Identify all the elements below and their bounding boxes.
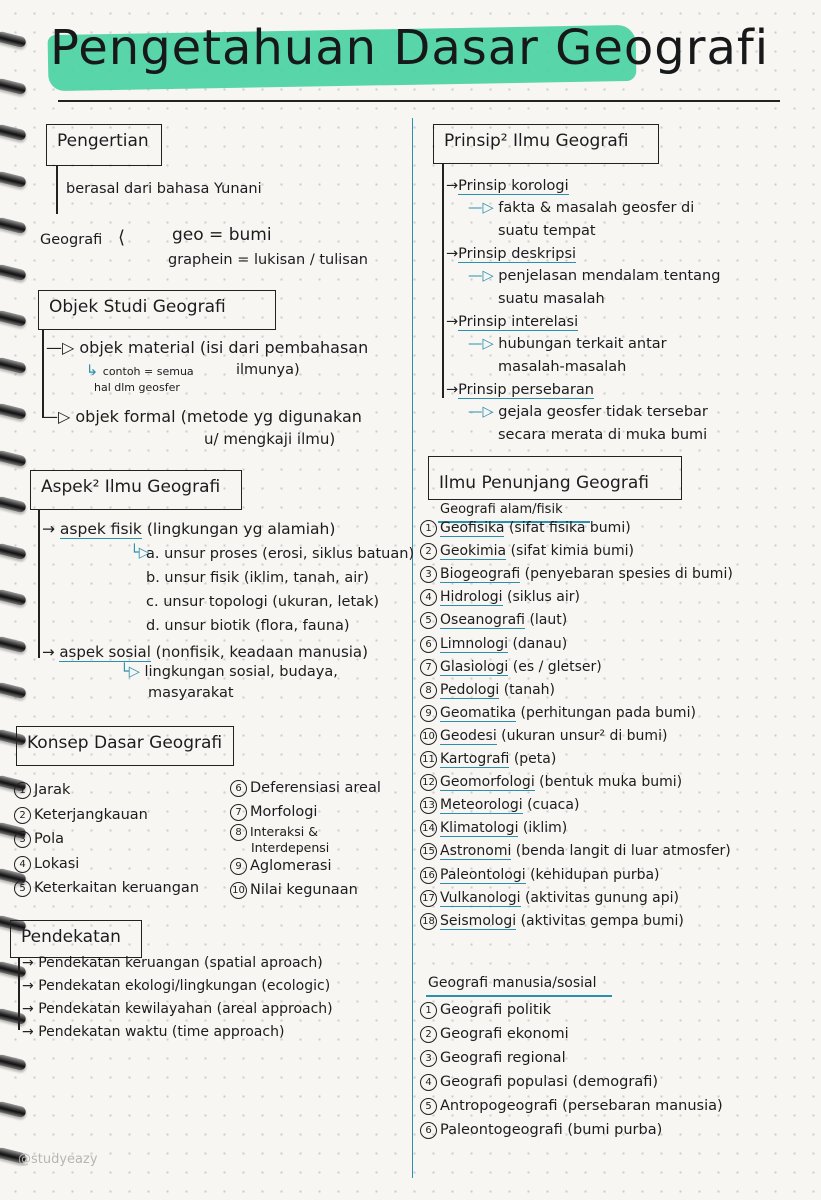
- list-item: [420, 659, 602, 676]
- objek-connector: [42, 330, 44, 418]
- pengertian-origin: berasal dari bahasa Yunani: [66, 181, 262, 197]
- geografi-manusia-heading: Geografi manusia/sosial: [428, 975, 597, 991]
- number-circle-icon: 4: [420, 589, 437, 606]
- list-item: [230, 858, 332, 875]
- arrow-right-icon: →: [446, 314, 459, 330]
- list-item: [22, 978, 330, 994]
- list-item: [230, 780, 381, 797]
- spiral-ring: [0, 310, 27, 328]
- prinsip-desc: suatu tempat: [498, 223, 596, 239]
- ilmu-desc: (danau): [512, 635, 568, 652]
- arrow-right-icon: —▷: [468, 404, 499, 420]
- list-item: [420, 913, 684, 930]
- ilmu-desc: (sifat kimia bumi): [510, 543, 634, 560]
- arrow-right-icon: →: [22, 978, 39, 994]
- prinsip-desc: gejala geosfer tidak tersebar: [498, 404, 708, 420]
- manusia-item: Geografi politik: [440, 1002, 552, 1018]
- prinsip-desc-row: [498, 427, 707, 443]
- list-item: [420, 543, 634, 560]
- geografi-alam-heading: Geografi alam/fisik: [440, 502, 563, 517]
- number-circle-icon: 9: [230, 858, 247, 875]
- arrow-right-icon: └▷: [120, 664, 145, 680]
- number-circle-icon: 6: [420, 1122, 437, 1139]
- prinsip-name-row: [446, 382, 594, 398]
- number-circle-icon: 4: [420, 1074, 437, 1091]
- number-circle-icon: 4: [14, 856, 31, 873]
- arrow-right-icon: →: [446, 178, 459, 194]
- ilmu-name: Geomorfologi: [440, 774, 535, 791]
- spiral-ring: [0, 682, 27, 700]
- geografi-term: Geografi: [40, 232, 103, 248]
- pendekatan-item: Pendekatan waktu (time approach): [38, 1024, 285, 1040]
- prinsip-heading: Prinsip² Ilmu Geografi: [433, 124, 659, 164]
- ilmu-desc: (perhitungan pada bumi): [520, 704, 696, 721]
- prinsip-desc-row: [468, 404, 708, 420]
- number-circle-icon: 6: [230, 780, 247, 797]
- list-item: [22, 955, 323, 971]
- prinsip-desc: penjelasan mendalam tentang: [498, 268, 721, 284]
- list-item: [420, 705, 696, 722]
- konsep-item: Pola: [34, 831, 65, 847]
- prinsip-desc-row: [468, 200, 694, 216]
- geo-meaning: geo = bumi: [172, 225, 272, 245]
- aspek-connector: [38, 510, 40, 658]
- number-circle-icon: 5: [420, 612, 437, 629]
- list-item: [146, 570, 369, 586]
- credit-watermark: @studyeazy: [18, 1152, 98, 1167]
- list-item: [230, 882, 358, 899]
- ilmu-name: Geokimia: [440, 543, 507, 560]
- list-item: [420, 797, 579, 814]
- number-circle-icon: 11: [420, 751, 437, 768]
- ilmu-name: Meteorologi: [440, 797, 523, 814]
- number-circle-icon: 7: [230, 804, 247, 821]
- list-item: [420, 774, 682, 791]
- penunjang-heading: Ilmu Penunjang Geografi: [428, 456, 682, 500]
- objek-formal-text: objek formal (metode yg digunakan: [75, 407, 362, 426]
- number-circle-icon: 16: [420, 867, 437, 884]
- konsep-item: Interaksi &: [250, 824, 318, 839]
- list-item: [146, 546, 414, 562]
- number-circle-icon: 2: [420, 1026, 437, 1043]
- spiral-ring: [0, 635, 27, 653]
- objek-material-example-3: ilmunya): [236, 362, 300, 378]
- konsep-item: Morfologi: [250, 804, 318, 820]
- konsep-item: Keterjangkauan: [34, 806, 148, 823]
- aspek-fisik-desc: (lingkungan yg alamiah): [146, 520, 336, 538]
- ilmu-desc: (kehidupan purba): [530, 866, 660, 883]
- number-circle-icon: 17: [420, 890, 437, 907]
- ilmu-name: Biogeografi: [440, 566, 521, 583]
- konsep-heading: Konsep Dasar Geografi: [16, 726, 234, 766]
- ilmu-name: Glasiologi: [440, 658, 509, 675]
- ilmu-name: Vulkanologi: [440, 889, 521, 906]
- arrow-right-icon: →: [42, 643, 60, 661]
- manusia-item: Geografi regional: [440, 1050, 566, 1066]
- list-item: [14, 880, 199, 897]
- spiral-ring: [0, 263, 27, 281]
- arrow-right-icon: ↳: [86, 363, 103, 379]
- list-item: [22, 1024, 284, 1040]
- prinsip-desc-row: [498, 359, 626, 375]
- list-item: [420, 636, 567, 653]
- objek-material-text: objek material (isi dari pembahasan: [79, 338, 369, 357]
- list-item: [420, 1074, 658, 1091]
- pengertian-connector: [56, 166, 58, 214]
- ilmu-name: Astronomi: [440, 843, 512, 860]
- pendekatan-item: Pendekatan keruangan (spatial aproach): [38, 955, 323, 971]
- column-divider: [412, 118, 413, 1178]
- arrow-right-icon: —▷: [468, 268, 499, 284]
- list-item: [230, 824, 318, 841]
- arrow-right-icon: →: [446, 382, 459, 398]
- ilmu-name: Geofisika: [440, 520, 505, 536]
- spiral-ring: [0, 449, 27, 467]
- arrow-right-icon: →: [22, 955, 39, 971]
- number-circle-icon: 3: [420, 1050, 437, 1067]
- branch-arrow-icon: ⟨: [118, 227, 126, 248]
- arrow-right-icon: —▷: [468, 200, 499, 216]
- number-circle-icon: 15: [420, 843, 437, 860]
- list-item: [420, 843, 731, 860]
- konsep-item: Lokasi: [34, 855, 80, 872]
- aspek-fisik-item: a. unsur proses (erosi, siklus batuan): [146, 546, 415, 562]
- ilmu-desc: (sifat fisika bumi): [508, 520, 631, 536]
- number-circle-icon: 5: [420, 1098, 437, 1115]
- prinsip-name-row: [446, 178, 569, 194]
- number-circle-icon: 1: [14, 782, 31, 799]
- konsep-item: Deferensiasi areal: [250, 780, 381, 796]
- prinsip-name-row: [446, 314, 578, 330]
- list-item: [14, 807, 148, 824]
- list-item: [22, 1001, 333, 1017]
- ilmu-name: Oseanografi: [440, 612, 525, 629]
- number-circle-icon: 2: [420, 543, 437, 560]
- objek-material-example-1: contoh = semua: [102, 365, 194, 378]
- number-circle-icon: 14: [420, 820, 437, 837]
- ilmu-name: Geomatika: [440, 704, 517, 721]
- konsep-item: Jarak: [34, 782, 71, 798]
- aspek-sosial-sub-1: lingkungan sosial, budaya,: [144, 664, 338, 680]
- objek-material-example: [86, 363, 194, 380]
- spiral-ring: [0, 31, 27, 49]
- list-item: [420, 612, 567, 629]
- list-item: [420, 890, 679, 907]
- number-circle-icon: 12: [420, 774, 437, 791]
- number-circle-icon: 6: [420, 636, 437, 653]
- list-item: [420, 589, 580, 606]
- number-circle-icon: 18: [420, 913, 437, 930]
- aspek-sosial-sub: [120, 664, 338, 681]
- number-circle-icon: 10: [420, 728, 437, 745]
- number-circle-icon: 13: [420, 797, 437, 814]
- ilmu-desc: (tanah): [503, 681, 556, 698]
- prinsip-desc: hubungan terkait antar: [498, 336, 667, 352]
- number-circle-icon: 5: [14, 880, 31, 897]
- list-item: [230, 804, 317, 821]
- prinsip-name: Prinsip persebaran: [458, 382, 594, 398]
- objek-material: [46, 339, 368, 357]
- number-circle-icon: 2: [14, 807, 31, 824]
- spiral-ring: [0, 217, 27, 235]
- list-item: [420, 867, 660, 884]
- aspek-fisik-item: c. unsur topologi (ukuran, letak): [146, 594, 380, 610]
- number-circle-icon: 3: [14, 831, 31, 848]
- ilmu-desc: (es / gletser): [512, 658, 602, 675]
- aspek-fisik: [42, 521, 335, 539]
- spiral-ring: [0, 1100, 27, 1118]
- list-item: [420, 566, 733, 583]
- ilmu-name: Paleontologi: [440, 866, 526, 883]
- prinsip-desc: suatu masalah: [498, 291, 605, 307]
- list-item: [146, 594, 379, 610]
- pendekatan-heading: Pendekatan: [10, 920, 142, 958]
- prinsip-desc: fakta & masalah geosfer di: [498, 200, 695, 216]
- spiral-ring: [0, 124, 27, 142]
- prinsip-name: Prinsip deskripsi: [458, 246, 577, 262]
- number-circle-icon: 9: [420, 705, 437, 722]
- manusia-item: Paleontogeografi (bumi purba): [440, 1122, 663, 1138]
- ilmu-desc: (bentuk muka bumi): [539, 774, 683, 791]
- aspek-sosial: [42, 644, 368, 661]
- list-item: [420, 728, 667, 745]
- prinsip-name-row: [446, 246, 576, 262]
- prinsip-desc-row: [498, 223, 596, 239]
- prinsip-name: Prinsip korologi: [458, 178, 569, 194]
- spiral-ring: [0, 589, 27, 607]
- prinsip-name: Prinsip interelasi: [458, 314, 579, 330]
- list-item: [146, 618, 350, 634]
- number-circle-icon: 1: [420, 1002, 437, 1019]
- list-item: [230, 840, 329, 856]
- prinsip-desc: masalah-masalah: [498, 359, 627, 375]
- ilmu-desc: (aktivitas gunung api): [524, 889, 680, 906]
- aspek-fisik-label: aspek fisik: [59, 520, 142, 538]
- spiral-ring: [0, 77, 27, 95]
- number-circle-icon: 3: [420, 566, 437, 583]
- prinsip-desc-row: [468, 336, 667, 352]
- ilmu-desc: (siklus air): [507, 589, 580, 606]
- spiral-ring: [0, 496, 27, 514]
- arrow-right-icon: →: [446, 246, 459, 262]
- list-item: [420, 1122, 662, 1139]
- objek-formal-2: u/ mengkaji ilmu): [204, 430, 336, 448]
- ilmu-name: Klimatologi: [440, 820, 519, 837]
- aspek-sosial-desc: (nonfisik, keadaan manusia): [155, 643, 368, 661]
- ilmu-desc: (peta): [513, 751, 557, 767]
- manusia-item: Antropogeografi (persebaran manusia): [440, 1098, 723, 1114]
- aspek-fisik-item: d. unsur biotik (flora, fauna): [146, 618, 350, 634]
- aspek-sosial-label: aspek sosial: [59, 643, 151, 661]
- aspek-heading: Aspek² Ilmu Geografi: [30, 470, 242, 510]
- list-item: [420, 1050, 566, 1067]
- geografi-manusia-underline: [426, 995, 612, 997]
- pendekatan-connector: [18, 958, 20, 1030]
- pengertian-heading: Pengertian: [46, 124, 162, 166]
- arrow-right-icon: →: [22, 1024, 39, 1040]
- list-item: [420, 820, 567, 837]
- prinsip-desc-row: [498, 291, 605, 307]
- ilmu-desc: (iklim): [522, 820, 568, 837]
- list-item: [420, 1002, 551, 1019]
- ilmu-name: Pedologi: [440, 681, 500, 698]
- spiral-ring: [0, 170, 27, 188]
- ilmu-desc: (laut): [529, 612, 568, 629]
- aspek-fisik-item: b. unsur fisik (iklim, tanah, air): [146, 570, 369, 586]
- objek-material-example-2: hal dlm geosfer: [94, 381, 180, 394]
- prinsip-desc-row: [468, 268, 720, 284]
- prinsip-desc: secara merata di muka bumi: [498, 427, 708, 443]
- list-item: [420, 520, 631, 537]
- pendekatan-item: Pendekatan ekologi/lingkungan (ecologic): [38, 978, 331, 994]
- number-circle-icon: 10: [230, 882, 247, 899]
- ilmu-desc: (benda langit di luar atmosfer): [515, 843, 731, 860]
- ilmu-name: Geodesi: [440, 727, 497, 744]
- ilmu-desc: (aktivitas gempa bumi): [520, 912, 684, 929]
- arrow-right-icon: —▷: [468, 336, 499, 352]
- list-item: [420, 1098, 723, 1115]
- ilmu-name: Limnologi: [440, 635, 508, 652]
- konsep-item: Keterkaitan keruangan: [34, 880, 200, 896]
- list-item: [14, 782, 70, 799]
- arrow-right-icon: —▷: [46, 338, 80, 357]
- number-circle-icon: 8: [230, 824, 247, 841]
- list-item: [420, 751, 556, 768]
- number-circle-icon: 1: [420, 520, 437, 537]
- number-circle-icon: 8: [420, 682, 437, 699]
- ilmu-name: Hidrologi: [440, 589, 503, 606]
- konsep-item: Interdepensi: [251, 840, 330, 855]
- spiral-ring: [0, 356, 27, 374]
- list-item: [420, 1026, 569, 1043]
- list-item: [14, 856, 79, 873]
- title-underline: [58, 100, 780, 102]
- number-circle-icon: 7: [420, 659, 437, 676]
- objek-formal: [42, 408, 362, 426]
- ilmu-desc: (penyebaran spesies di bumi): [524, 566, 733, 583]
- konsep-item: Nilai kegunaan: [250, 882, 358, 898]
- graphein-meaning: graphein = lukisan / tulisan: [168, 252, 368, 268]
- list-item: [14, 831, 64, 848]
- spiral-ring: [0, 542, 27, 560]
- ilmu-name: Kartografi: [440, 751, 510, 767]
- page-title: Pengetahuan Dasar Geografi: [50, 20, 770, 76]
- spiral-ring: [0, 1054, 27, 1072]
- list-item: [420, 682, 555, 699]
- arrow-right-icon: └▷: [130, 545, 150, 561]
- manusia-item: Geografi ekonomi: [440, 1026, 569, 1042]
- prinsip-connector: [442, 164, 444, 398]
- objek-heading: Objek Studi Geografi: [38, 290, 276, 330]
- spiral-ring: [0, 403, 27, 421]
- ilmu-name: Seismologi: [440, 912, 517, 929]
- spiral-binding: [0, 0, 34, 1200]
- arrow-right-icon: —▷: [42, 407, 76, 426]
- arrow-right-icon: →: [42, 520, 60, 538]
- ilmu-desc: (ukuran unsur² di bumi): [501, 727, 668, 744]
- ilmu-desc: (cuaca): [527, 797, 580, 814]
- manusia-item: Geografi populasi (demografi): [440, 1074, 659, 1090]
- konsep-item: Aglomerasi: [250, 858, 332, 874]
- pendekatan-item: Pendekatan kewilayahan (areal approach): [38, 1001, 333, 1017]
- arrow-right-icon: →: [22, 1001, 39, 1017]
- aspek-sosial-sub-2: masyarakat: [148, 685, 234, 701]
